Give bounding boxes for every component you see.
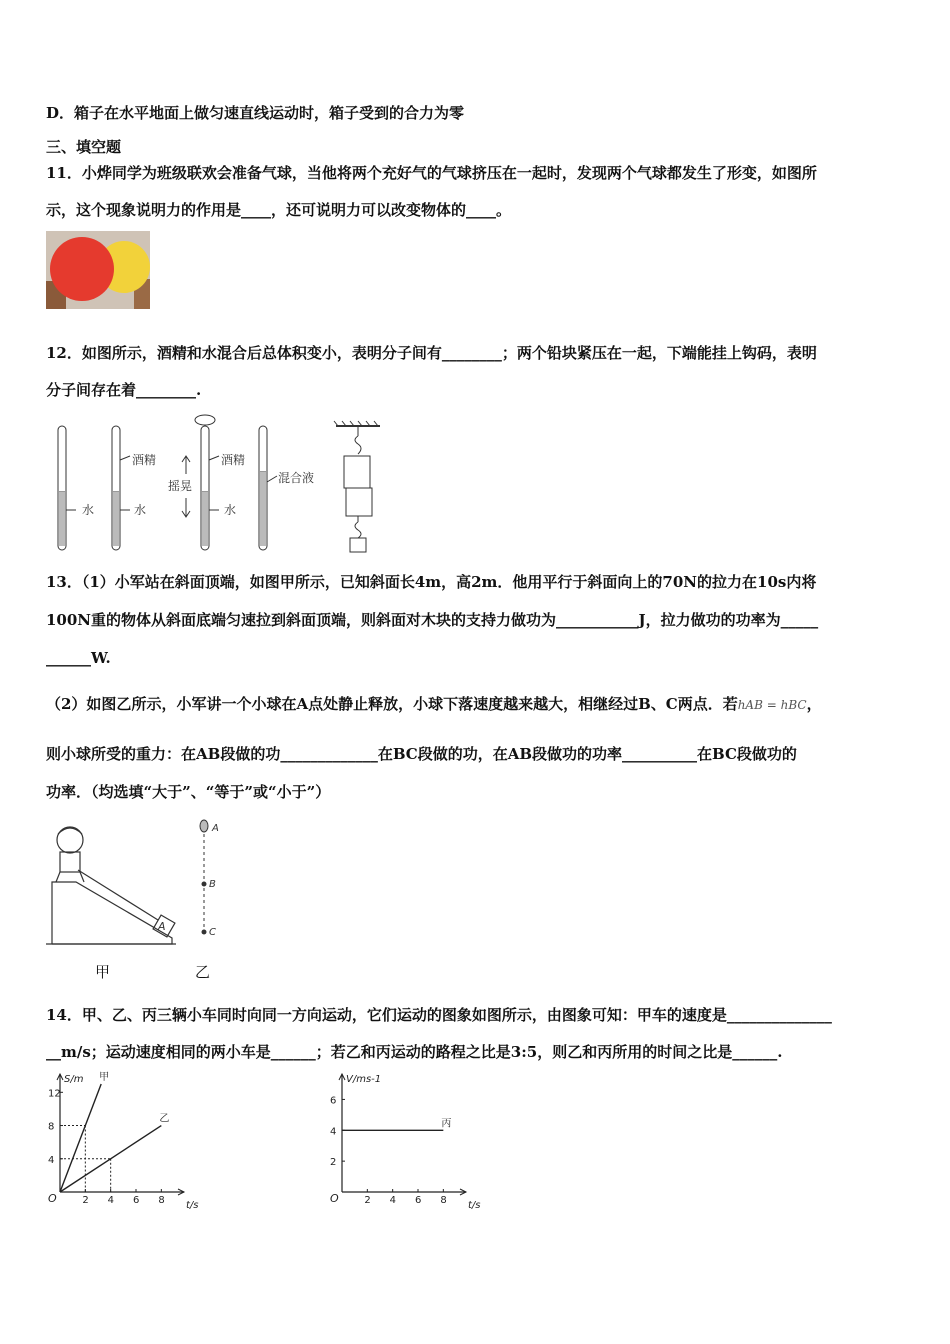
option-d: D．箱子在水平地面上做匀速直线运动时，箱子受到的合力为零 xyxy=(46,104,465,122)
axes xyxy=(48,1074,199,1211)
x-tick-label: 2 xyxy=(82,1195,89,1206)
y-tick-label: 8 xyxy=(48,1121,55,1133)
series-label: 丙 xyxy=(441,1118,452,1130)
q13-line-3: ______W. xyxy=(46,649,111,667)
x-tick-label: 8 xyxy=(158,1195,165,1206)
x-tick-label: 4 xyxy=(389,1195,397,1206)
point-b: B xyxy=(209,879,216,890)
x-axis-label: t/s xyxy=(186,1200,199,1211)
q13-part2-line-3: 功率．（均选填“大于”、“等于”或“小于”） xyxy=(46,783,331,801)
q13-part2-comma: ， xyxy=(806,695,822,713)
y-tick-label: 4 xyxy=(330,1126,337,1138)
q13-line-2: 100N重的物体从斜面底端匀速拉到斜面顶端，则斜面对木块的支持力做功为___________J，拉力做功的功率为_____ xyxy=(46,611,819,629)
label-water-1: 水 xyxy=(82,503,95,517)
label-water-2: 水 xyxy=(134,503,147,517)
drop-figure xyxy=(194,818,234,946)
y-tick-label: 2 xyxy=(330,1157,337,1169)
caption-yi: 乙 xyxy=(195,963,211,981)
caption-jia: 甲 xyxy=(95,963,111,981)
label-alcohol-1: 酒精 xyxy=(132,453,157,467)
st-chart xyxy=(40,1070,200,1216)
point-c: C xyxy=(209,927,216,938)
y-axis-label: V/ms-1 xyxy=(346,1074,382,1085)
origin-label: O xyxy=(330,1192,339,1205)
x-tick-label: 2 xyxy=(364,1195,371,1206)
vt-chart xyxy=(322,1070,482,1216)
q13-part2-line-1 xyxy=(46,694,822,715)
q13-part2-text: （2）如图乙所示，小军讲一个小球在A点处静止释放，小球下落速度越来越大，相继经过B、C两点．若 xyxy=(46,695,738,713)
x-tick-label: 4 xyxy=(107,1195,115,1206)
origin-label: O xyxy=(48,1192,57,1205)
x-tick-label: 6 xyxy=(133,1195,140,1206)
formula-hab-hbc: hAB = hBC xyxy=(737,698,807,712)
series-label: 甲 xyxy=(99,1072,110,1083)
label-alcohol-2: 酒精 xyxy=(221,453,246,467)
series-line xyxy=(60,1084,101,1192)
q13-line-1: 13．（1）小军站在斜面顶端，如图甲所示，已知斜面长4m，高2m．他用平行于斜面向上的70N的拉力在10s内将 xyxy=(46,573,817,591)
series-label: 乙 xyxy=(159,1113,170,1125)
series-line xyxy=(60,1126,161,1192)
q11-line-2: 示，这个现象说明力的作用是____，还可说明力可以改变物体的____。 xyxy=(46,201,512,219)
q13-part2-line-2: 则小球所受的重力：在AB段做的功_____________在BC段做的功，在AB段做功的功率__________在BC段做功的 xyxy=(46,745,797,763)
balloons-photo xyxy=(46,231,150,309)
x-tick-label: 6 xyxy=(415,1195,422,1206)
block-label-a: A xyxy=(158,920,166,933)
label-water-3: 水 xyxy=(224,503,237,517)
label-shake: 摇晃 xyxy=(168,479,193,493)
incline-figure xyxy=(46,818,176,950)
y-axis-label: S/m xyxy=(64,1074,84,1085)
y-tick-label: 4 xyxy=(48,1154,55,1166)
q14-line-1: 14．甲、乙、丙三辆小车同时向同一方向运动，它们运动的图象如图所示，由图象可知：甲车的速度是______________ xyxy=(46,1006,832,1024)
label-mixture: 混合液 xyxy=(278,471,315,485)
x-axis-label: t/s xyxy=(468,1200,481,1211)
y-tick-label: 12 xyxy=(48,1088,61,1100)
q11-line-1: 11．小烨同学为班级联欢会准备气球，当他将两个充好气的气球挤压在一起时，发现两个气球都发生了形变，如图所 xyxy=(46,164,817,182)
q14-line-2: __m/s；运动速度相同的两小车是______；若乙和丙运动的路程之比是3:5，则乙和丙所用的时间之比是______. xyxy=(46,1043,783,1061)
y-tick-label: 6 xyxy=(330,1095,337,1107)
q12-line-1: 12．如图所示，酒精和水混合后总体积变小，表明分子间有________；两个铅块紧压在一起，下端能挂上钩码，表明 xyxy=(46,344,817,362)
section-heading: 三、填空题 xyxy=(46,138,122,156)
q12-figure xyxy=(46,412,386,556)
axes xyxy=(330,1074,481,1211)
q12-line-2: 分子间存在着________. xyxy=(46,381,202,399)
point-a: A xyxy=(212,823,219,834)
x-tick-label: 8 xyxy=(440,1195,447,1206)
